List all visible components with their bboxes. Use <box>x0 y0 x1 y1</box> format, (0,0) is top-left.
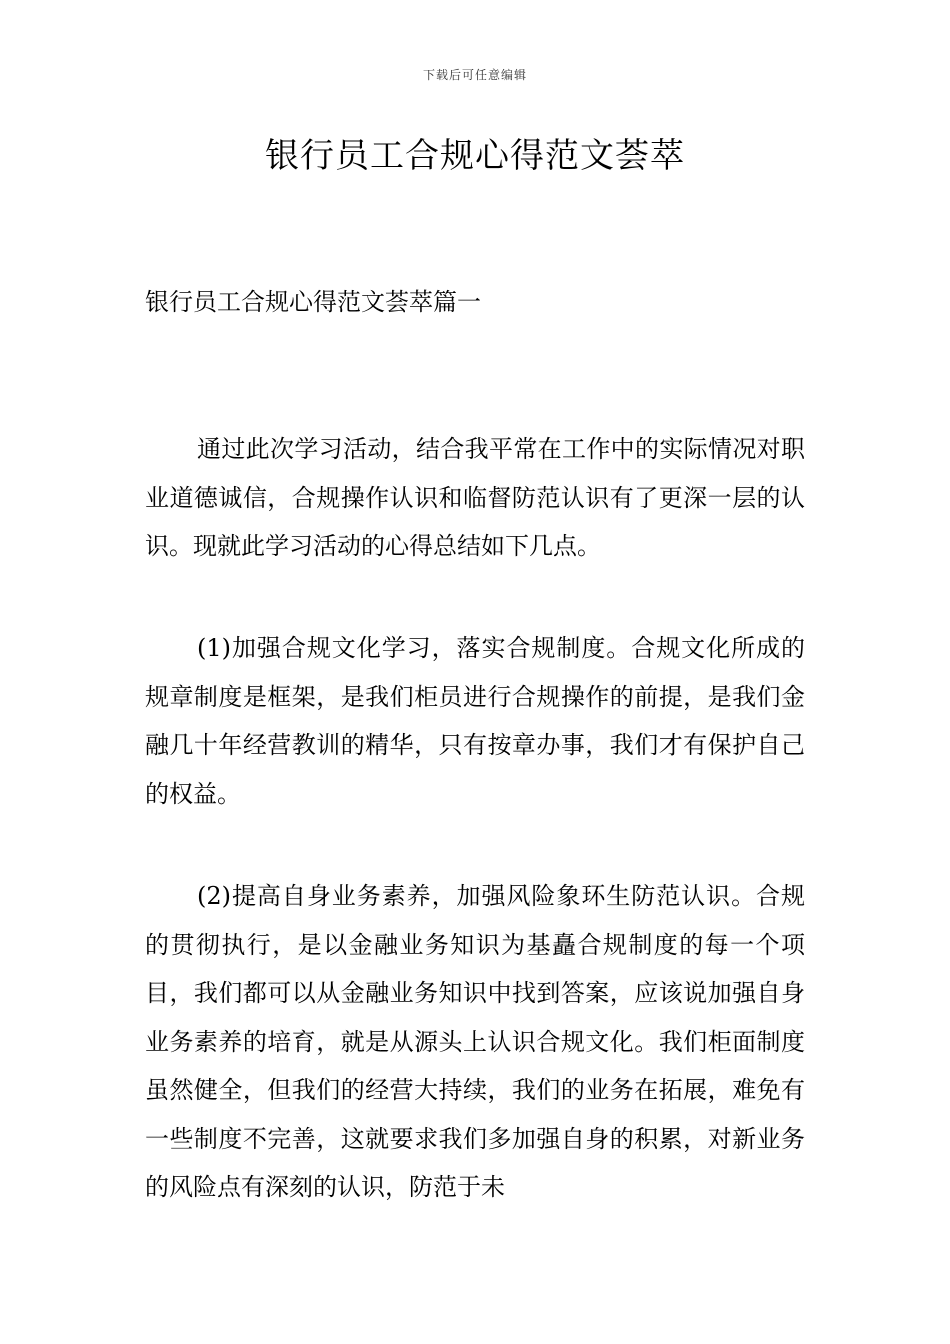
body-paragraph-3: (2)提高自身业务素养，加强风险象环生防范认识。合规的贯彻执行，是以金融业务知识为基矗合规制度的每一个项目，我们都可以从金融业务知识中找到答案，应该说加强自身业务素养的培育，就是从源头上认识合规文化。我们柜面制度虽然健全，但我们的经营大持续，我们的业务在拓展，难免有一些制度不完善，这就要求我们多加强自身的积累，对新业务的风险点有深刻的认识，防范于未 <box>145 882 805 1201</box>
header-note: 下载后可任意编辑 <box>422 68 527 82</box>
body-paragraph-2: (1)加强合规文化学习，落实合规制度。合规文化所成的规章制度是框架，是我们柜员进行合规操作的前提，是我们金融几十年经营教训的精华，只有按章办事，我们才有保护自己的权益。 <box>145 634 805 808</box>
section-title: 银行员工合规心得范文荟萃篇一 <box>145 288 481 316</box>
document-title: 银行员工合规心得范文荟萃 <box>265 136 685 176</box>
body-paragraph-1: 通过此次学习活动，结合我平常在工作中的实际情况对职业道德诚信，合规操作认识和临督防范认识有了更深一层的认识。现就此学习活动的心得总结如下几点。 <box>145 435 805 560</box>
